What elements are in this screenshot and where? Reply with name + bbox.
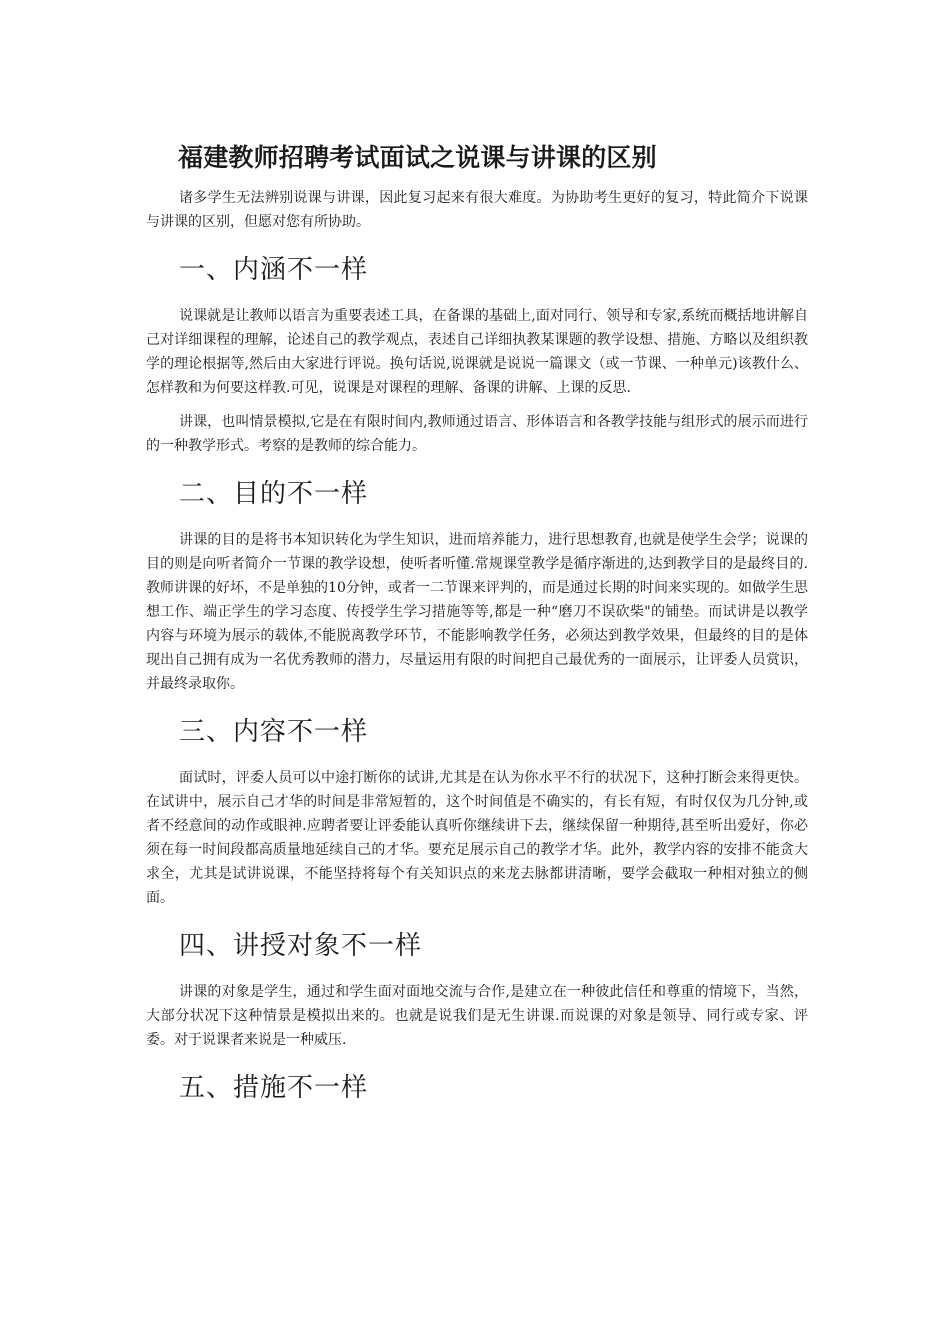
section-methods (146, 1070, 808, 1106)
section-purpose (146, 476, 808, 696)
section-content (146, 714, 808, 910)
section-paragraph: 讲课的目的是将书本知识转化为学生知识，进而培养能力，进行思想教育,也就是使学生会学；说课的目的则是向听者简介一节课的教学设想，使听者听懂.常规课堂教学是循序渐进的,达到教学目的是最终目的.教师讲课的好坏，不是单独的10分钟，或者一二节课来评判的，而是通过长期的时间来实现的。如做学生思想工作、端正学生的学习态度、传授学生学习措施等等,都是一种“磨刀不误砍柴"的铺垫。而试讲是以教学内容与环境为展示的载体,不能脱离教学环节，不能影响教学任务，必须达到教学效果，但最终的目的是体现出自己拥有成为一名优秀教师的潜力，尽量运用有限的时间把自己最优秀的一面展示，让评委人员赏识，并最终录取你。 (146, 532, 808, 692)
section-paragraph: 讲课，也叫情景模拟,它是在有限时间内,教师通过语言、形体语言和各教学技能与组形式的展示而进行的一种教学形式。考察的是教师的综合能力。 (146, 414, 808, 454)
section-heading: 四、讲授对象不一样 (179, 931, 423, 961)
section-paragraph: 讲课的对象是学生，通过和学生面对面地交流与合作,是建立在一种彼此信任和尊重的情境下，当然，大部分状况下这种情景是模拟出来的。也就是说我们是无生讲课.而说课的对象是领导、同行或专家、评委。对于说课者来说是一种威压. (146, 984, 808, 1048)
section-audience (146, 928, 808, 1052)
section-heading: 五、措施不一样 (179, 1073, 369, 1103)
section-heading: 二、目的不一样 (179, 479, 369, 509)
section-heading: 三、内容不一样 (179, 717, 369, 747)
section-connotation (146, 252, 808, 458)
section-paragraph: 说课就是让教师以语言为重要表述工具，在备课的基础上,面对同行、领导和专家,系统而概括地讲解自己对详细课程的理解，论述自己的教学观点，表述自己详细执教某课题的教学设想、措施、方略以及组织教学的理论根据等,然后由大家进行评说。换句话说,说课就是说说一篇课文（或一节课、一种单元)该教什么、怎样教和为何要这样教.可见，说课是对课程的理解、备课的讲解、上课的反思. (146, 308, 808, 396)
intro-paragraph: 诸多学生无法辨别说课与讲课，因此复习起来有很大难度。为协助考生更好的复习，特此简介下说课与讲课的区别，但愿对您有所协助。 (146, 190, 808, 230)
section-heading: 一、内涵不一样 (179, 255, 369, 285)
section-paragraph: 面试时，评委人员可以中途打断你的试讲,尤其是在认为你水平不行的状况下，这种打断会来得更快。在试讲中，展示自己才华的时间是非常短暂的，这个时间值是不确实的，有长有短，有时仅仅为几分钟,或者不经意间的动作或眼神.应聘者要让评委能认真听你继续讲下去，继续保留一种期待,甚至听出爱好，你必须在每一时间段都高质量地延续自己的才华。要充足展示自己的教学才华。此外，教学内容的安排不能贪大求全，尤其是试讲说课，不能坚持将每个有关知识点的来龙去脉都讲清晰，要学会截取一种相对独立的侧面。 (146, 770, 808, 906)
document-title: 福建教师招聘考试面试之说课与讲课的区别 (178, 143, 657, 172)
document-body (146, 140, 808, 1122)
